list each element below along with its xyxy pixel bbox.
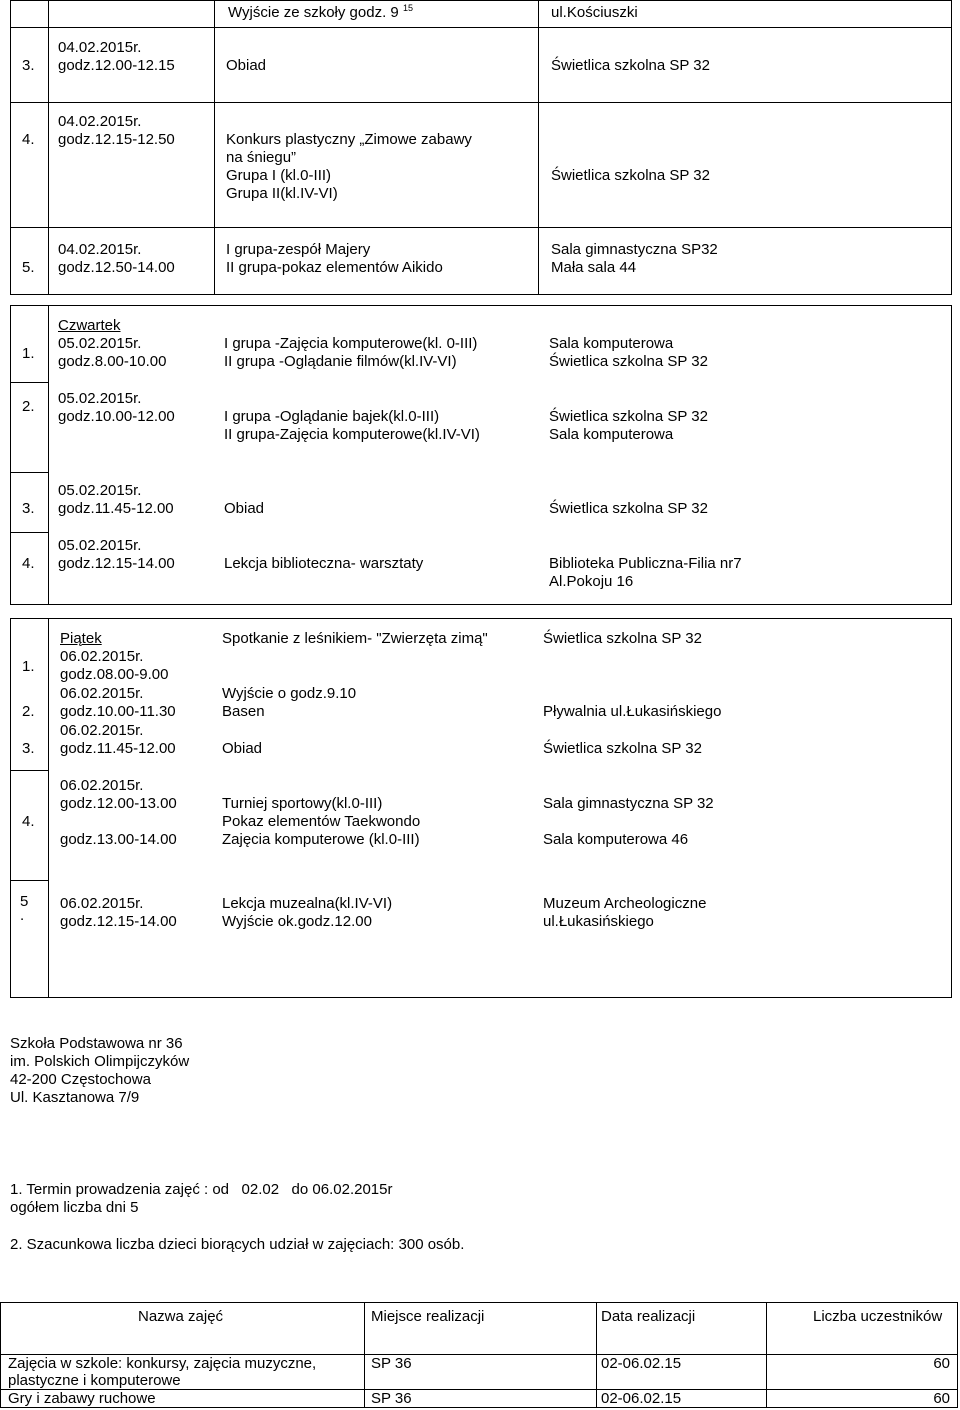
school-street: Ul. Kasztanowa 7/9 [10, 1089, 140, 1106]
top-row-text: Wyjście ze szkoły godz. 9 $^{15}$ [228, 3, 413, 21]
note-term: 1. Termin prowadzenia zajęć : od 02.02 do 06.02.2015r [10, 1181, 393, 1198]
row-date: 04.02.2015r. [58, 113, 142, 130]
row-place: Sala gimnastyczna SP32 [551, 241, 718, 258]
row-date: 05.02.2015r. [58, 482, 142, 499]
row-place: Świetlica szkolna SP 32 [549, 353, 708, 370]
row-activity: Wyjście o godz.9.10 [222, 685, 357, 702]
row-divider [10, 770, 48, 771]
summary-row-date: 02-06.02.15 [601, 1355, 682, 1372]
row-activity: Lekcja biblioteczna- warsztaty [224, 555, 424, 572]
row-time: godz.11.45-12.00 [58, 500, 174, 517]
row-time: godz.08.00-9.00 [60, 666, 169, 683]
row-date: 05.02.2015r. [58, 537, 142, 554]
summary-header-date: Data realizacji [601, 1308, 696, 1325]
row-number: 4. [22, 555, 35, 572]
row-number: 2. [22, 398, 35, 415]
row-number: 5 . [20, 893, 29, 924]
row-place: Sala gimnastyczna SP 32 [543, 795, 714, 812]
note-days: ogółem liczba dni 5 [10, 1199, 139, 1216]
summary-row-place: SP 36 [371, 1390, 412, 1407]
day-label-thursday: Czwartek [58, 317, 121, 334]
row-activity: I grupa -Zajęcia komputerowe(kl. 0-III) [224, 335, 478, 352]
row-divider [10, 532, 48, 533]
row-divider [10, 102, 952, 103]
row-place: Świetlica szkolna SP 32 [551, 167, 710, 184]
row-date: 06.02.2015r. [60, 777, 144, 794]
row-date: 06.02.2015r. [60, 685, 144, 702]
row-date: 06.02.2015r. [60, 722, 144, 739]
summary-row-name: Gry i zabawy ruchowe [8, 1390, 156, 1407]
row-place: Sala komputerowa 46 [543, 831, 689, 848]
summary-row-date: 02-06.02.15 [601, 1390, 682, 1407]
row-divider [10, 27, 952, 28]
col-divider [48, 618, 49, 998]
row-place: Biblioteka Publiczna-Filia nr7 [549, 555, 742, 572]
note-children: 2. Szacunkowa liczba dzieci biorących udział w zajęciach: 300 osób. [10, 1236, 465, 1253]
row-activity: I grupa -Oglądanie bajek(kl.0-III) [224, 408, 440, 425]
summary-header-place: Miejsce realizacji [371, 1308, 485, 1325]
row-activity: Obiad [226, 57, 267, 74]
row-date: 06.02.2015r. [60, 895, 144, 912]
row-activity: Lekcja muzealna(kl.IV-VI) [222, 895, 393, 912]
school-patron: im. Polskich Olimpijczyków [10, 1053, 190, 1070]
row-date: 05.02.2015r. [58, 390, 142, 407]
col-divider [538, 0, 539, 295]
col-divider [48, 0, 49, 295]
row-time: godz.12.15-14.00 [60, 913, 177, 930]
row-number: 4. [22, 813, 35, 830]
row-activity: Obiad [222, 740, 263, 757]
row-time: godz.10.00-11.30 [60, 703, 176, 720]
row-place: ul.Łukasińskiego [543, 913, 654, 930]
row-date: 06.02.2015r. [60, 648, 144, 665]
col-divider [364, 1302, 365, 1408]
row-activity: Konkurs plastyczny „Zimowe zabawy [226, 131, 472, 148]
row-time: godz.12.15-14.00 [58, 555, 175, 572]
row-number: 3. [22, 740, 35, 757]
row-activity: Pokaz elementów Taekwondo [222, 813, 421, 830]
row-divider [10, 880, 48, 881]
day-label-friday: Piątek [60, 630, 102, 647]
summary-row-name: plastyczne i komputerowe [8, 1372, 181, 1389]
row-activity: II grupa-pokaz elementów Aikido [226, 259, 443, 276]
row-place: Świetlica szkolna SP 32 [549, 500, 708, 517]
row-place: Al.Pokoju 16 [549, 573, 634, 590]
row-date: 04.02.2015r. [58, 241, 142, 258]
row-time: godz.13.00-14.00 [60, 831, 177, 848]
row-number: 3. [22, 500, 35, 517]
row-number: 5. [22, 259, 35, 276]
row-activity: Grupa II(kl.IV-VI) [226, 185, 338, 202]
summary-header-count: Liczba uczestników [813, 1308, 943, 1325]
col-divider [214, 0, 215, 295]
row-place: Świetlica szkolna SP 32 [543, 630, 702, 647]
row-place: Mała sala 44 [551, 259, 637, 276]
row-place: Sala komputerowa [549, 426, 674, 443]
row-activity: Obiad [224, 500, 265, 517]
summary-row-place: SP 36 [371, 1355, 412, 1372]
row-activity: I grupa-zespół Majery [226, 241, 371, 258]
row-activity: Grupa I (kl.0-III) [226, 167, 332, 184]
row-number: 4. [22, 131, 35, 148]
school-name: Szkoła Podstawowa nr 36 [10, 1035, 183, 1052]
summary-row-count: 60 [933, 1390, 950, 1407]
row-divider [10, 472, 48, 473]
row-activity: Zajęcia komputerowe (kl.0-III) [222, 831, 420, 848]
row-place: Świetlica szkolna SP 32 [543, 740, 702, 757]
col-divider [48, 305, 49, 605]
row-number: 1. [22, 658, 35, 675]
row-activity: II grupa-Zajęcia komputerowe(kl.IV-VI) [224, 426, 480, 443]
col-divider [596, 1302, 597, 1408]
row-date: 04.02.2015r. [58, 39, 142, 56]
row-time: godz.12.15-12.50 [58, 131, 175, 148]
row-time: godz.10.00-12.00 [58, 408, 175, 425]
top-row-place: ul.Kościuszki [551, 4, 638, 21]
row-place: Sala komputerowa [549, 335, 674, 352]
row-time: godz.8.00-10.00 [58, 353, 167, 370]
row-place: Muzeum Archeologiczne [543, 895, 707, 912]
row-place: Świetlica szkolna SP 32 [551, 57, 710, 74]
summary-row-count: 60 [933, 1355, 950, 1372]
row-activity: Wyjście ok.godz.12.00 [222, 913, 372, 930]
row-activity: na śniegu” [226, 149, 297, 166]
row-number: 1. [22, 345, 35, 362]
row-activity: Turniej sportowy(kl.0-III) [222, 795, 383, 812]
row-divider [10, 227, 952, 228]
col-divider [766, 1302, 767, 1408]
row-activity: Spotkanie z leśnikiem- "Zwierzęta zimą" [222, 630, 488, 647]
row-divider [10, 382, 48, 383]
summary-header-name: Nazwa zajęć [138, 1308, 224, 1325]
row-activity: Basen [222, 703, 265, 720]
row-activity: II grupa -Oglądanie filmów(kl.IV-VI) [224, 353, 457, 370]
row-time: godz.12.50-14.00 [58, 259, 175, 276]
row-number: 2. [22, 703, 35, 720]
row-time: godz.11.45-12.00 [60, 740, 176, 757]
row-time: godz.12.00-12.15 [58, 57, 175, 74]
row-place: Pływalnia ul.Łukasińskiego [543, 703, 722, 720]
row-time: godz.12.00-13.00 [60, 795, 177, 812]
school-city: 42-200 Częstochowa [10, 1071, 151, 1088]
summary-row-name: Zajęcia w szkole: konkursy, zajęcia muzyczne, [8, 1355, 317, 1372]
row-date: 05.02.2015r. [58, 335, 142, 352]
row-number: 3. [22, 57, 35, 74]
row-place: Świetlica szkolna SP 32 [549, 408, 708, 425]
